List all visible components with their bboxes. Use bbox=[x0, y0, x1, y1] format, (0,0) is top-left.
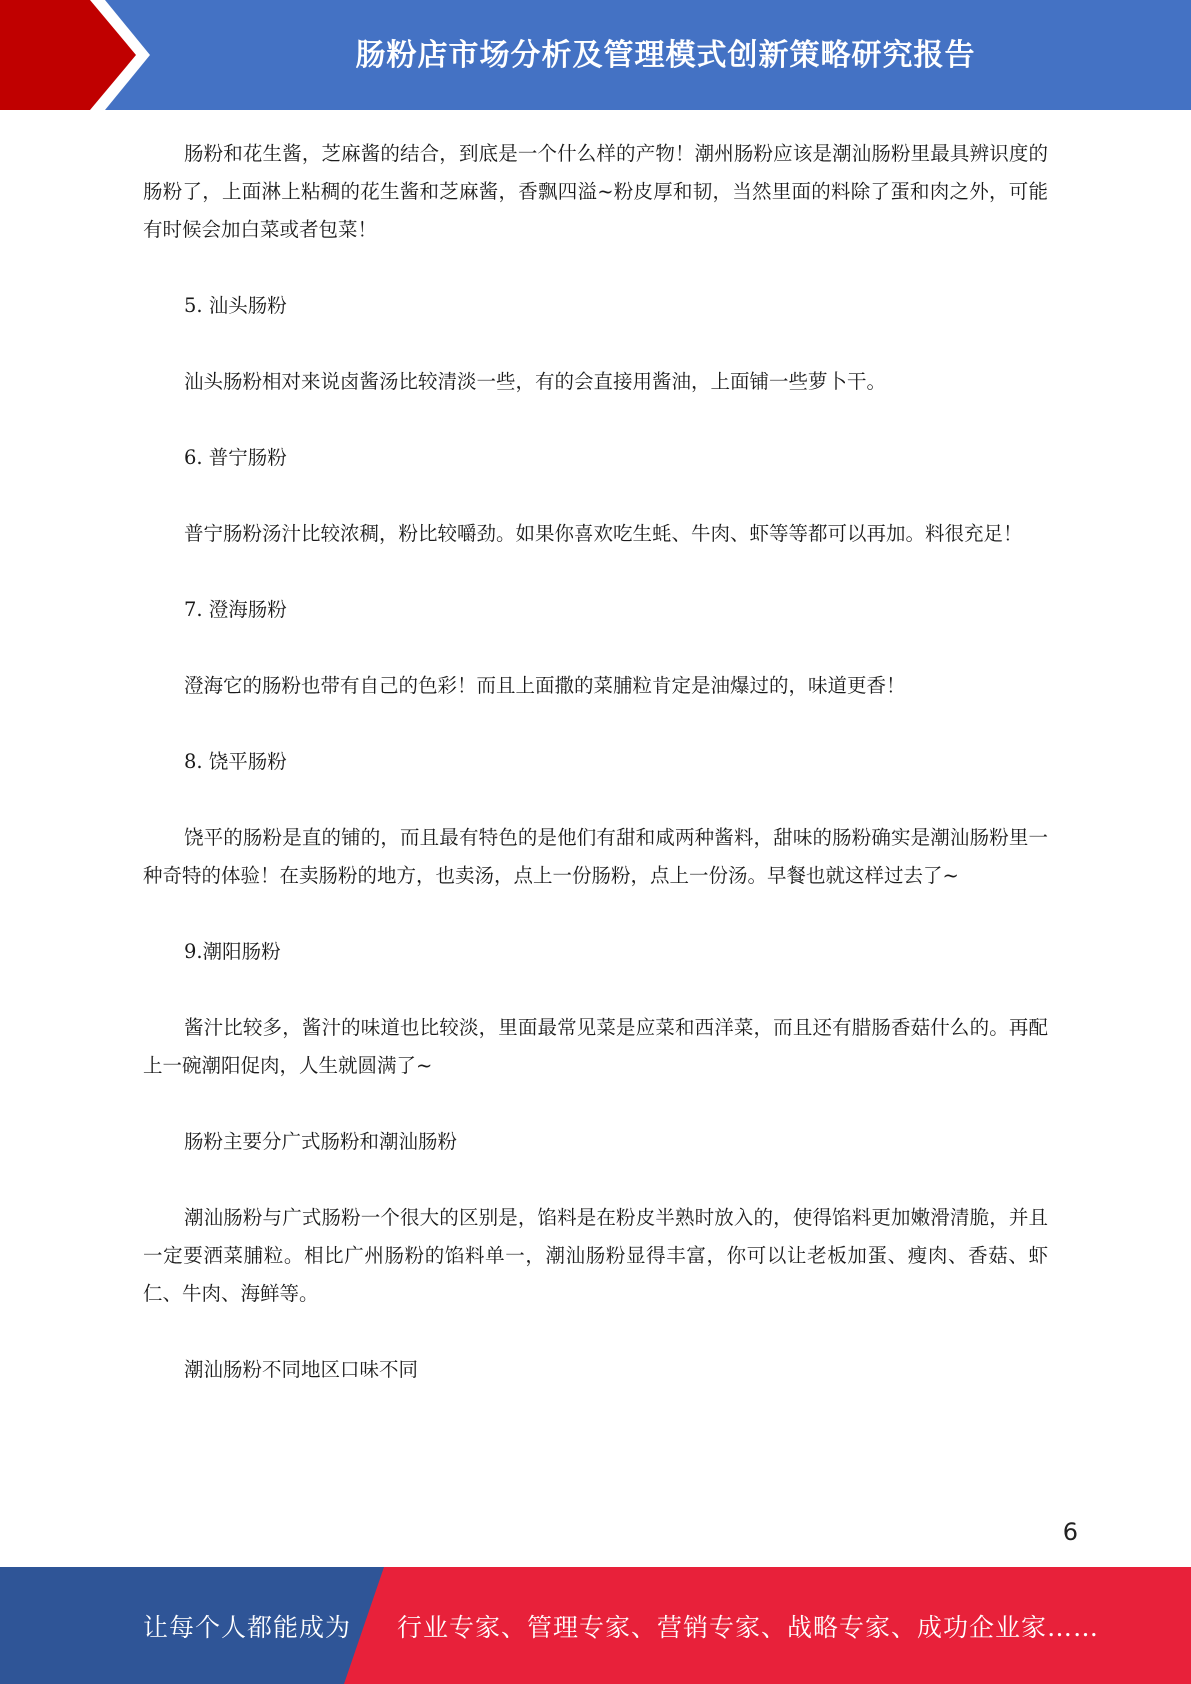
heading-chenghai: 7. 澄海肠粉 bbox=[184, 598, 287, 621]
page-header bbox=[0, 0, 1191, 110]
paragraph-main-types: 潮汕肠粉与广式肠粉一个很大的区别是，馅料是在粉皮半熟时放入的，使得馅料更加嫩滑清脆，并且一定要洒菜脯粒。相比广州肠粉的馅料单一，潮汕肠粉显得丰富，你可以让老板加蛋、瘦肉、香菇、虾仁、牛肉、海鲜等。 bbox=[143, 1206, 1048, 1305]
heading-main-types: 肠粉主要分广式肠粉和潮汕肠粉 bbox=[184, 1130, 458, 1153]
paragraph-raoping: 饶平的肠粉是直的铺的，而且最有特色的是他们有甜和咸两种酱料，甜味的肠粉确实是潮汕肠粉里一种奇特的体验！在卖肠粉的地方，也卖汤，点上一份肠粉，点上一份汤。早餐也就这样过去了~ bbox=[143, 826, 1048, 887]
paragraph-chaoyang: 酱汁比较多，酱汁的味道也比较淡，里面最常见菜是应菜和西洋菜，而且还有腊肠香菇什么的。再配上一碗潮阳促肉，人生就圆满了~ bbox=[143, 1016, 1048, 1077]
paragraph-chenghai: 澄海它的肠粉也带有自己的色彩！而且上面撒的菜脯粒肯定是油爆过的，味道更香！ bbox=[184, 674, 906, 697]
page-number: 6 bbox=[1062, 1518, 1078, 1546]
page-footer bbox=[0, 1567, 1191, 1684]
heading-regional-taste: 潮汕肠粉不同地区口味不同 bbox=[184, 1358, 419, 1381]
paragraph-puning: 普宁肠粉汤汁比较浓稠，粉比较嚼劲。如果你喜欢吃生蚝、牛肉、虾等等都可以再加。料很充足！ bbox=[184, 522, 1023, 545]
paragraph-shantou: 汕头肠粉相对来说卤酱汤比较清淡一些，有的会直接用酱油，上面铺一些萝卜干。 bbox=[184, 370, 887, 393]
heading-puning: 6. 普宁肠粉 bbox=[184, 446, 287, 469]
paragraph-chaozhou: 肠粉和花生酱，芝麻酱的结合，到底是一个什么样的产物！潮州肠粉应该是潮汕肠粉里最具辨识度的肠粉了，上面淋上粘稠的花生酱和芝麻酱，香飘四溢~粉皮厚和韧，当然里面的料除了蛋和肉之外，可能有时候会加白菜或者包菜！ bbox=[143, 142, 1048, 241]
document-title: 肠粉店市场分析及管理模式创新策略研究报告 bbox=[355, 38, 976, 73]
heading-shantou: 5. 汕头肠粉 bbox=[184, 294, 287, 317]
footer-slogan-left: 让每个人都能成为 bbox=[143, 1612, 352, 1642]
page-body bbox=[143, 135, 1048, 1427]
heading-chaoyang: 9.潮阳肠粉 bbox=[184, 940, 281, 963]
heading-raoping: 8. 饶平肠粉 bbox=[184, 750, 287, 773]
footer-slogan-right: 行业专家、管理专家、营销专家、战略专家、成功企业家…… bbox=[397, 1612, 1100, 1642]
